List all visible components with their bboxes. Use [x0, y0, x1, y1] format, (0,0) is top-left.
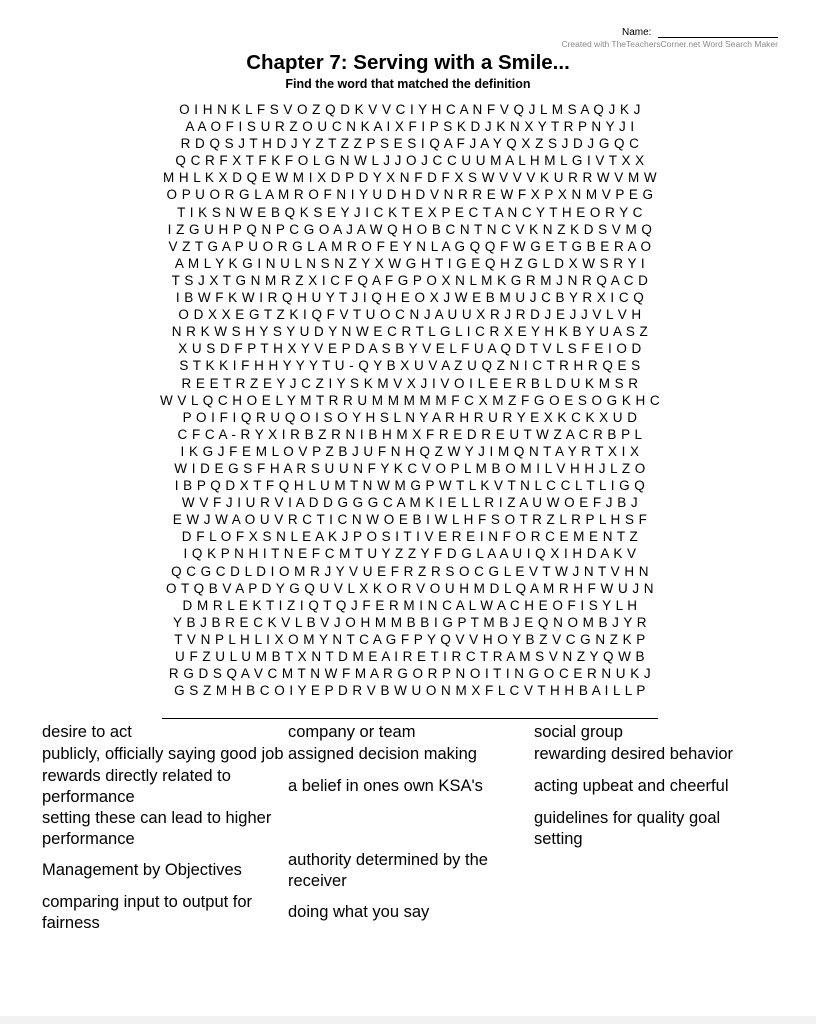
- grid-row: R D Q S J T H D J Y Z T Z Z P S E S I Q A F J A Y Q X Z S J D J G Q C: [180, 136, 640, 152]
- clue-text: social group: [534, 723, 623, 742]
- grid-row: A A O F I S U R Z O U C N K A I X F I P S K D J K N X Y T R P N Y J I: [185, 119, 635, 135]
- grid-row: O D X X E G T Z K I Q F V T U O C N J A U U X R J R D J E J J V L V H: [178, 307, 642, 323]
- grid-row: G S Z M H B C O I Y E P D R V B W U O N M X F L C V T H H B A I L L P: [174, 683, 646, 699]
- grid-row: C F C A - R Y X I R B Z R N I B H M X F R E D R E U T W Z A C R B P L: [177, 426, 643, 442]
- grid-row: D M R L E K T I Z I Q T Q J F E R M I N C A L W A C H E O F I S Y L H: [182, 597, 638, 613]
- grid-row: O P U O R G L A M R O F N I Y U D H D V N R R E W F X P X N M V P E G: [166, 187, 654, 203]
- grid-row: D F L O F X S N L E A K J P O S I T I V E R E I N F O R C E M E N T Z: [181, 529, 639, 545]
- grid-row: V Z T G A P U O R G L A M R O F E Y N L A G Q Q F W G E T G B E R A O: [168, 238, 652, 254]
- page-bottom-edge: [0, 1016, 816, 1024]
- clue-text: desire to act: [42, 723, 132, 742]
- grid-row: W V L Q C H O E L Y M T R R U M M M M M F C X M Z F G O E S O G K H C: [160, 392, 661, 408]
- clue-text: a belief in ones own KSA's: [288, 777, 483, 796]
- grid-row: O I H N K L F S V O Z Q D K V V C I Y H C A N F V Q J L M S A Q J K J: [179, 102, 641, 117]
- name-blank-line: [658, 37, 778, 38]
- grid-row: R G D S Q A V C M T N W F M A R G O R P N O I T I N G O C E R N U K J: [168, 666, 652, 682]
- grid-row: M H L K X D Q E W M I X D P D Y X N F D F X S W V V V K U R R W V M W: [162, 170, 658, 186]
- word-search-grid: [160, 101, 660, 699]
- grid-row: T S J X T G N M R Z X I C F Q A F G P O X N L M K G R M J N R Q A C D: [171, 272, 649, 288]
- name-field: [622, 28, 778, 38]
- grid-row: P O I F I Q R U Q O I S O Y H S L N Y A R H R U R Y E X K C K X U D: [182, 409, 638, 425]
- clue-text: acting upbeat and cheerful: [534, 777, 729, 796]
- grid-row: T I K S N W E B Q K S E Y J I C K T E X P E C T A N C Y T H E O R Y C: [177, 204, 643, 220]
- clue-text: comparing input to output for fairness: [42, 893, 253, 932]
- clue-text: [534, 892, 772, 934]
- grid-row: U F Z U L U M B T X N T D M E A I R E T I R C T R A M S V N Z Y Q W B: [175, 649, 645, 664]
- clue-text: Management by Objectives: [42, 861, 242, 880]
- clue-list: [42, 722, 772, 934]
- clue-text: [288, 808, 534, 850]
- clue-text: publicly, officially saying good job: [42, 745, 284, 764]
- grid-row: W I D E G S F H A R S U U N F Y K C V O P L M B O M I L V H H J L Z O: [174, 460, 646, 476]
- grid-row: S T K K I F H H Y Y Y T U - Q Y B X U V A Z U Q Z N I C T R H R Q E S: [179, 358, 641, 374]
- page-subtitle: Find the word that matched the definition: [285, 77, 531, 91]
- grid-row: I K G J F E M L O V P Z B J U F N H Q Z W Y J I M Q N T A Y R T X I X: [180, 443, 640, 459]
- grid-row: Y B J B R E C K V L B V J O H M M B B I G P T M B J E Q N O M B J Y R: [173, 614, 647, 630]
- clue-text: guidelines for quality goal setting: [534, 809, 721, 848]
- clue-text: [534, 850, 772, 892]
- grid-row: A M L Y K G I N U L N S N Z Y X W G H T I G E Q H Z G L D X W S R Y I: [174, 255, 646, 271]
- grid-row: I Q K P N H I T N E F C M T U Y Z Z Y F D G L A A U I Q X I H D A K V: [183, 546, 637, 562]
- grid-row: Q C R F X T F K F O L G N W L J J O J C C U U M A L H M L G I V T X X: [175, 153, 645, 169]
- grid-row: Q C G C D L D I O M R J Y V U E F R Z R S O C G L E V T W J N T V H N: [171, 563, 649, 579]
- grid-row: O T Q B V A P D Y G Q U V L X K O R V O U H M D L Q A M R H F W U J N: [166, 580, 654, 596]
- page-title: Chapter 7: Serving with a Smile...: [246, 51, 570, 74]
- clue-text: doing what you say: [288, 903, 430, 922]
- clue-text: setting these can lead to higher performance: [42, 809, 272, 848]
- grid-row: R E E T R Z E Y J C Z I Y S K M V X J I V O I L E E R B L D U K M S R: [181, 375, 639, 391]
- clue-text: authority determined by the receiver: [288, 851, 488, 890]
- grid-row: X U S D F P T H X Y V E P D A S B Y V E L F U A Q D T V L S F E I O D: [178, 341, 642, 357]
- grid-row: E W J W A O U V R C T I C N W O E B I W L H F S O T R Z L R P L H S F: [172, 512, 648, 528]
- grid-row: I B W F K W I R Q H U Y T J I Q H E O X J W E B M U J C B Y R X I C Q: [175, 290, 645, 306]
- grid-row: T V N P L H L I X O M Y N T C A G F P Y Q V V H O Y B Z V C G N Z K P: [174, 631, 646, 647]
- credit-line: Created with TheTeachersCorner.net Word Search Maker: [561, 39, 778, 49]
- clue-text: rewarding desired behavior: [534, 745, 734, 764]
- grid-bottom-rule: [162, 718, 658, 719]
- clue-text: rewards directly related to performance: [42, 767, 231, 806]
- clue-text: assigned decision making: [288, 745, 477, 764]
- grid-row: I B P Q D X T F Q H L U M T N W M G P W T L K V T N L C C L T L I G Q: [174, 478, 646, 494]
- grid-row: W V F J I U R V I A D D G G G C A M K I E L L R I Z A U W O E F J B J: [181, 495, 639, 511]
- clue-text: company or team: [288, 723, 416, 742]
- name-label: Name:: [622, 27, 652, 38]
- grid-row: I Z G U H P Q N P C G O A J A W Q H O B C N T N C V K N Z K D S V M Q: [167, 221, 653, 237]
- grid-row: N R K W S H Y S Y U D Y N W E C R T L G L I C R X E Y H K B Y U A S Z: [171, 324, 649, 340]
